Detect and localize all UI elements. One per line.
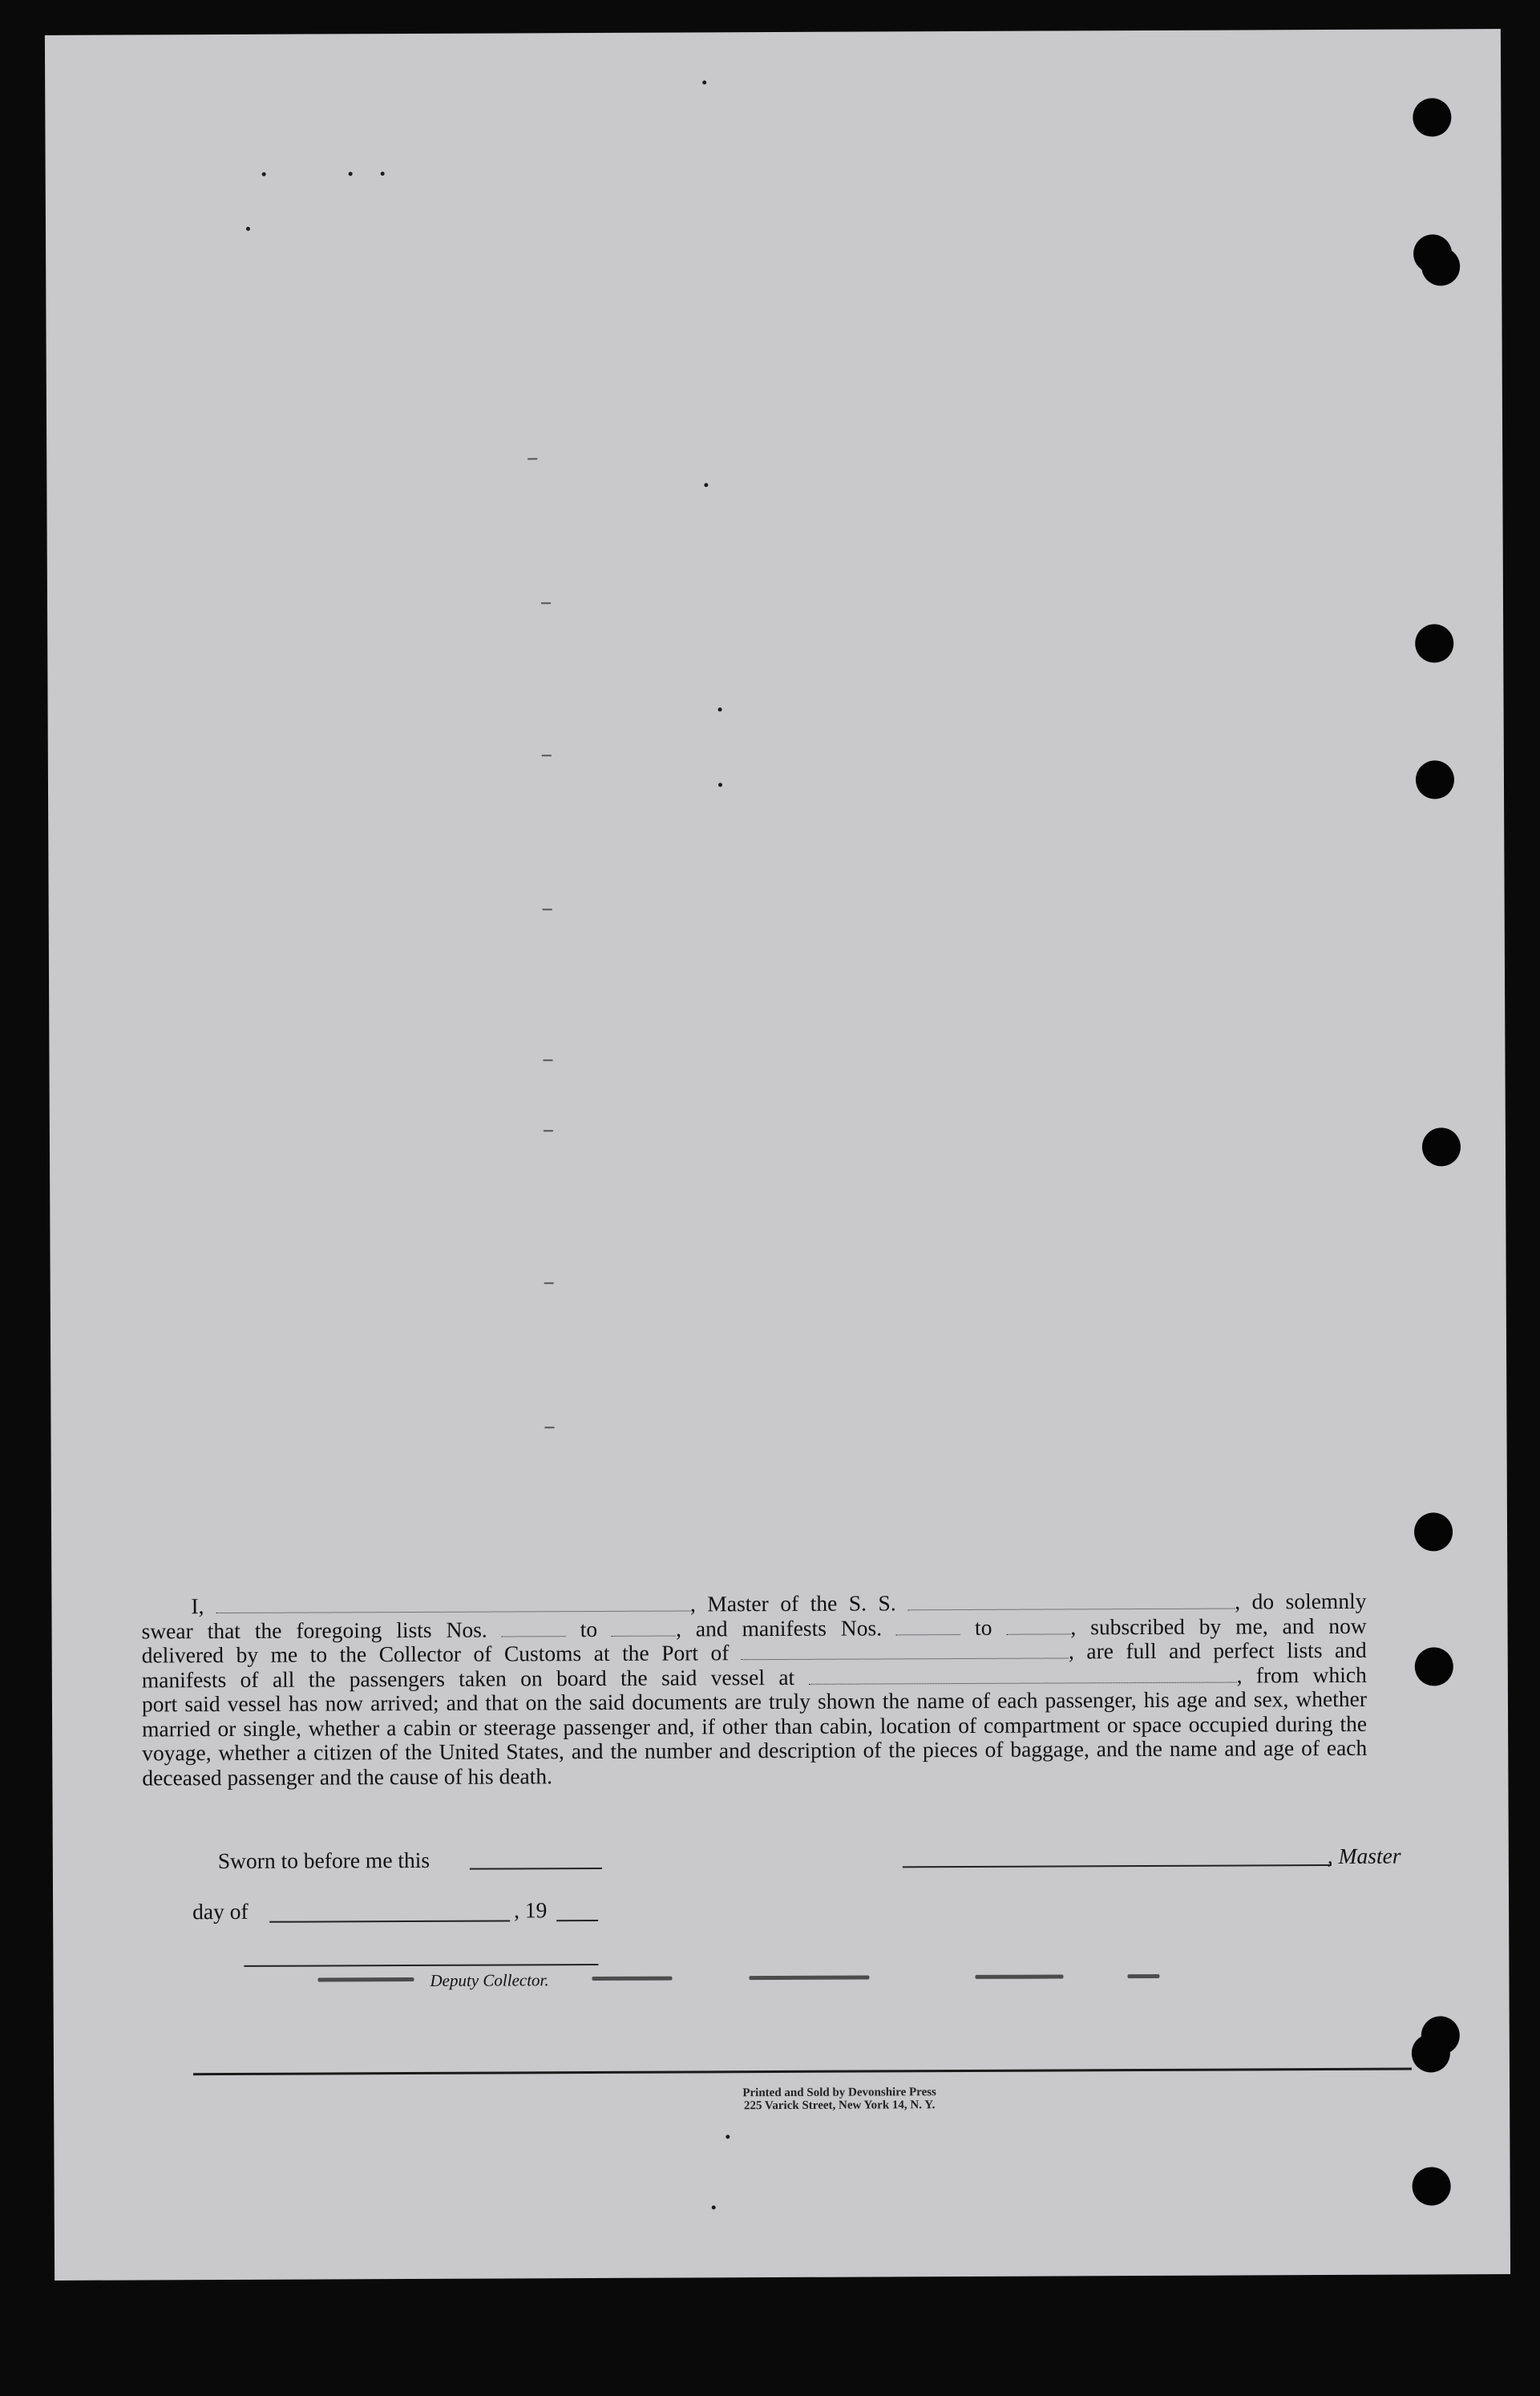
year-label: , 19 bbox=[514, 1897, 548, 1923]
day-of-label: day of bbox=[192, 1898, 249, 1924]
swear-text: swear that the foregoing lists Nos. bbox=[141, 1617, 487, 1643]
speck bbox=[702, 80, 706, 84]
manifest-back-page bbox=[45, 29, 1510, 2281]
punch-hole bbox=[1422, 1127, 1461, 1166]
printer-imprint bbox=[679, 2086, 1000, 2113]
solemnly-text: , do solemnly bbox=[1235, 1588, 1367, 1614]
punch-hole bbox=[1416, 760, 1454, 799]
subscribed-text: , subscribed by me, and now bbox=[1070, 1613, 1367, 1639]
speck bbox=[718, 783, 722, 787]
column-tick bbox=[527, 458, 537, 459]
oath-body: port said vessel has now arrived; and that on the said documents are truly shown the name of each passenger, his age and sex, whether married or single, whether a cabin or steerage passenger and, if other than cabin, location of compartment or space occupied during the voyage, whether a citizen of the United States, and the number and description of the pieces of baggage, and the name and age of each deceased passenger and the cause of his death. bbox=[141, 1686, 1368, 1790]
speck bbox=[381, 172, 385, 176]
delivered-text: delivered by me to the Collector of Customs at the Port of bbox=[141, 1640, 730, 1668]
punch-hole bbox=[1415, 1647, 1453, 1686]
speck bbox=[262, 172, 266, 176]
lists-from-field bbox=[502, 1621, 566, 1637]
manifests-from-field bbox=[896, 1620, 960, 1635]
ink-smudge bbox=[975, 1974, 1063, 1978]
punch-hole bbox=[1413, 98, 1451, 136]
ink-smudge bbox=[749, 1976, 869, 1981]
speck bbox=[712, 2205, 716, 2209]
ink-smudge bbox=[592, 1977, 672, 1981]
master-label: , Master bbox=[1327, 1843, 1401, 1869]
manifests-text: , and manifests Nos. bbox=[675, 1614, 883, 1641]
to-text: to bbox=[974, 1614, 992, 1640]
ship-name-field bbox=[907, 1594, 1235, 1611]
lists-to-field bbox=[612, 1621, 676, 1636]
oath-paragraph bbox=[141, 1589, 1367, 1791]
full-text: , are full and perfect lists and bbox=[1068, 1637, 1367, 1664]
punch-hole bbox=[1421, 247, 1460, 285]
sworn-label: Sworn to before me this bbox=[217, 1847, 430, 1874]
manifests-all-text: manifests of all the passengers taken on board the said vessel at bbox=[141, 1664, 795, 1692]
column-tick bbox=[542, 755, 552, 756]
sworn-date-line bbox=[470, 1868, 602, 1870]
day-line bbox=[269, 1920, 510, 1922]
oath-pronoun: I, bbox=[191, 1593, 204, 1619]
port-field bbox=[742, 1643, 1069, 1660]
column-tick bbox=[544, 1130, 553, 1131]
punch-hole bbox=[1413, 2167, 1451, 2205]
punch-hole bbox=[1412, 2034, 1450, 2072]
deputy-signature-line bbox=[244, 1964, 598, 1967]
footer-rule bbox=[193, 2068, 1412, 2076]
master-of-text: , Master of the S. S. bbox=[689, 1590, 896, 1617]
master-name-field bbox=[216, 1596, 690, 1613]
speck bbox=[349, 172, 353, 176]
imprint-line-1: Printed and Sold by Devonshire Press bbox=[742, 2086, 936, 2100]
imprint-line-2: 225 Varick Street, New York 14, N. Y. bbox=[743, 2099, 936, 2113]
to-text: to bbox=[580, 1616, 598, 1641]
column-tick bbox=[543, 909, 552, 910]
speck bbox=[718, 707, 722, 711]
from-which-text: , from which bbox=[1236, 1661, 1367, 1688]
column-tick bbox=[543, 1059, 552, 1061]
embark-port-field bbox=[809, 1667, 1237, 1684]
ink-smudge bbox=[1127, 1974, 1159, 1978]
year-line bbox=[556, 1920, 598, 1921]
ink-smudge bbox=[317, 1977, 414, 1982]
speck bbox=[726, 2135, 730, 2139]
master-signature-line bbox=[903, 1864, 1332, 1868]
punch-hole bbox=[1415, 624, 1453, 662]
speck bbox=[704, 483, 708, 487]
column-tick bbox=[541, 602, 551, 604]
column-tick bbox=[544, 1427, 554, 1428]
column-tick bbox=[544, 1282, 554, 1284]
punch-hole bbox=[1414, 1512, 1453, 1551]
manifests-to-field bbox=[1006, 1619, 1070, 1634]
speck bbox=[246, 227, 250, 231]
deputy-collector-label: Deputy Collector. bbox=[430, 1970, 549, 1990]
